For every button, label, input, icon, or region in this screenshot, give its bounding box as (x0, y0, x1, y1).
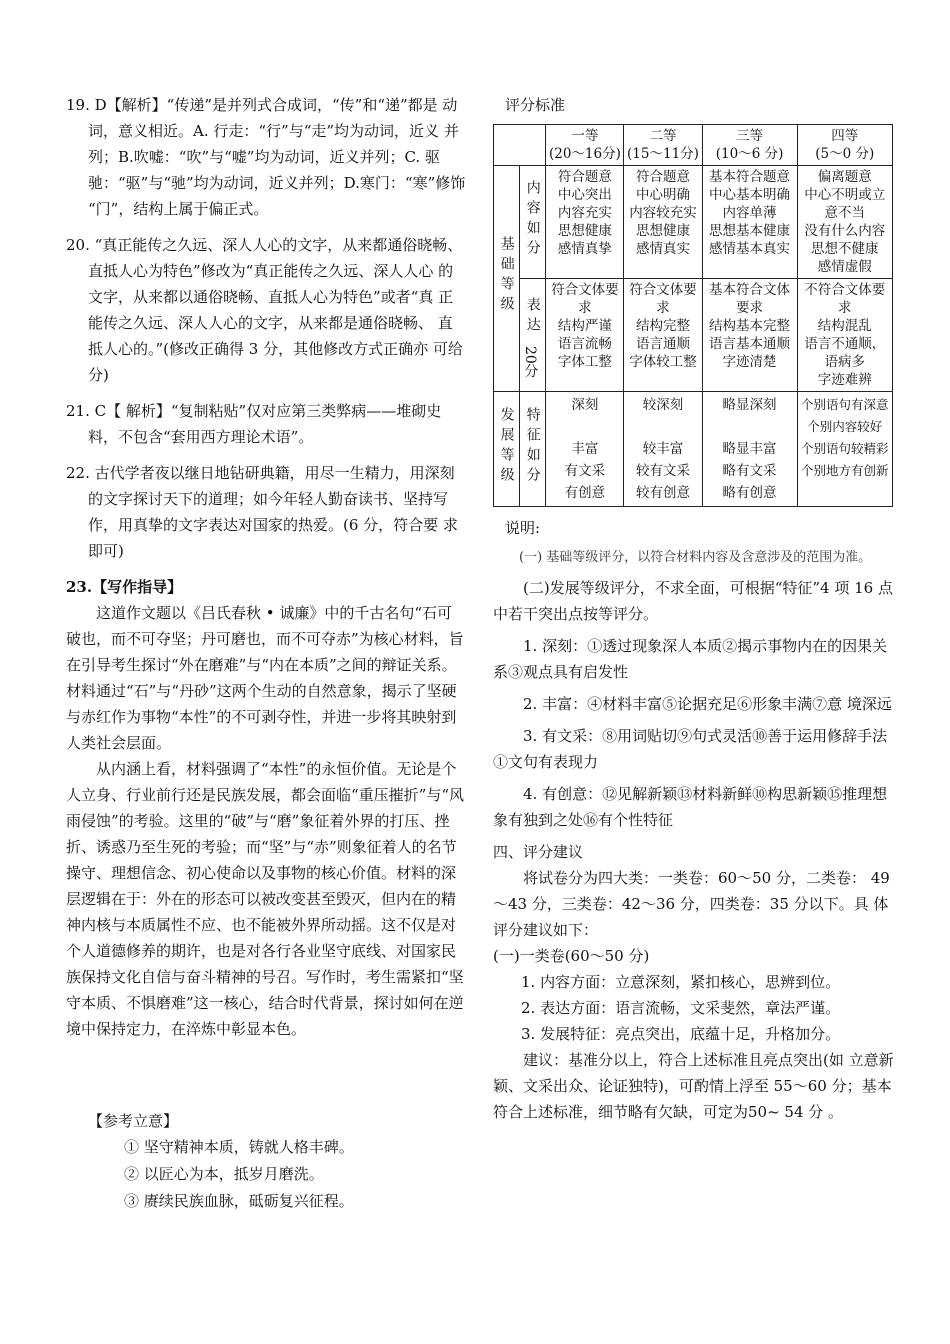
reference-theme-item: ② 以匠心为本，抵岁月磨洗。 (124, 1165, 324, 1183)
section-4-item: 3. 发展特征：亮点突出，底蕴十足，升格加分。 (521, 1025, 841, 1043)
section-4-intro: 将试卷分为四大类：一类卷：60～50 分，二类卷： 49～43 分，三类卷：42～36 分，四类卷：35 分以下。具 体评分建议如下： (493, 869, 890, 939)
feature-grade-2: 较深刻 较丰富 较有文采 较有创意 (624, 392, 702, 507)
section-4-item: 2. 表达方面：语言流畅，文采斐然，章法严谨。 (521, 999, 841, 1017)
section-4-suggestion: 建议：基准分以上，符合上述标准且亮点突出(如 立意新颖、文采出众、论证独特)，可酌情上浮至 55～60 分；基本符合上述标准，细节略有欠缺，可定为50~ 54 分 。 (493, 1051, 894, 1121)
answer-20: 20. “真正能传之久远、深人人心的文字，从来都通俗晓畅、 直抵人心为特色”修改为“真正能传之久远、深人人心 的文字，从来都以通俗晓畅、直抵人心为特色”或者“真 正能传之久远、深人人心的文字，从来都是通俗晓畅、 直抵人心的。”(修改正确得 3 分，其他修改方式正确亦 可给分) (66, 236, 463, 384)
note-creative: 4. 有创意：⑫见解新颖⑬材料新鲜⑩构思新颖⑮推理想象有独到之处⑯有个性特征 (493, 785, 888, 829)
note-rich: 2. 丰富：④材料丰富⑤论据充足⑥形象丰满⑦意 境深远 (523, 695, 892, 713)
development-level-label: 发展等级 (494, 392, 520, 507)
answer-23-title: 23.【写作指导】 (66, 578, 183, 596)
content-label: 内容如分 (520, 166, 546, 279)
note-title: 说明: (505, 519, 541, 537)
note-basic: (一) 基础等级评分，以符合材料内容及含意涉及的范围为准。 (519, 550, 872, 565)
expression-grade-4: 不符合文体要求 结构混乱 语言不通顺， 语病多 字迹难辨 (797, 279, 892, 392)
expression-label: 表达 20分 (520, 279, 546, 392)
reference-theme-item: ③ 赓续民族血脉，砥砺复兴征程。 (124, 1192, 354, 1210)
note-deep: 1. 深刻：①透过现象深人本质②揭示事物内在的因果关系③观点具有启发性 (493, 637, 888, 681)
feature-grade-3: 略显深刻 略显丰富 略有文采 略有创意 (702, 392, 797, 507)
basic-level-label: 基础等级 (494, 166, 520, 392)
section-4-title: 四、评分建议 (493, 843, 584, 861)
note-literary: 3. 有文采：⑧用词贴切⑨句式灵活⑩善于运用修辞手法①文句有表现力 (493, 727, 888, 771)
rubric-header-row (494, 125, 893, 166)
rubric-feature-row (494, 392, 893, 507)
grade-2-header: 二等 (15～11分) (624, 125, 702, 166)
grade-3-header: 三等 (10～6 分) (702, 125, 797, 166)
reference-theme-item: ① 坚守精神本质，铸就人格丰碑。 (124, 1138, 354, 1156)
rubric-expression-row (494, 279, 893, 392)
grade-4-header: 四等 (5～0 分) (797, 125, 892, 166)
writing-guide-paragraph-2: 从内涵上看，材料强调了“本性”的永恒价值。无论是个人立身、行业前行还是民族发展，都会面临“重压摧折”与“风雨侵蚀”的考验。这里的“破”与“磨”象征着外界的打压、挫折、诱惑乃至生死的考验；而“坚”与“赤”则象征着人的名节操守、理想信念、初心使命以及事物的核心价值。材料的深层逻辑在于：外在的形态可以被改变甚至毁灭，但内在的精神内核与本质属性不应、也不能被外界所动摇。这不仅是对个人道德修养的期许，也是对各行各业坚守底线、对国家民族保持文化自信与奋斗精神的号召。写作时，考生需紧扣“坚守本质、不惧磨难”这一核心，结合时代背景，探讨如何在逆境中保持定力，在淬炼中彰显本色。 (66, 760, 465, 1038)
feature-grade-1: 深刻 丰富 有文采 有创意 (546, 392, 624, 507)
reference-theme-title: 【参考立意】 (88, 1112, 179, 1130)
rubric-title: 评分标准 (505, 96, 566, 114)
content-grade-4: 偏离题意 中心不明或立意不当 没有什么内容 思想不健康 感情虚假 (797, 166, 892, 279)
content-grade-3: 基本符合题意 中心基本明确 内容单薄 思想基本健康 感情基本真实 (702, 166, 797, 279)
feature-label: 特征如分 (520, 392, 546, 507)
rubric-content-row (494, 166, 893, 279)
scoring-rubric-table (493, 124, 893, 507)
note-development: (二)发展等级评分，不求全面，可根据“特征”4 项 16 点中若干突出点按等评分。 (493, 579, 893, 623)
section-4-item: 1. 内容方面：立意深刻，紧扣核心，思辨到位。 (521, 973, 841, 991)
left-column (66, 92, 466, 1215)
expression-grade-1: 符合文体要求 结构严谨 语言流畅 字体工整 (546, 279, 624, 392)
answer-21: 21. C【 解析】“复制粘贴”仅对应第三类弊病——堆砌史 料，不包含“套用西方理论术语”。 (66, 402, 442, 446)
writing-guide-paragraph-1: 这道作文题以《吕氏春秋 • 诚廉》中的千古名句“石可破也，而不可夺坚；丹可磨也，而不可夺赤”为核心材料，旨在引导考生探讨“外在磨难”与“内在本质”之间的辩证关系。材料通过“石”与“丹砂”这两个生动的自然意象，揭示了坚硬与赤红作为事物“本性”的不可剥夺性，并进一步将其映射到人类社会层面。 (66, 604, 464, 752)
section-4-subtitle: (一)一类卷(60～50 分) (493, 947, 650, 965)
expression-grade-3: 基本符合文体要求 结构基本完整 语言基本通顺 字迹清楚 (702, 279, 797, 392)
grade-1-header: 一等 (20～16分) (546, 125, 624, 166)
expression-grade-2: 符合文体要求 结构完整 语言通顺 字体较工整 (624, 279, 702, 392)
content-grade-2: 符合题意 中心明确 内容较充实 思想健康 感情真实 (624, 166, 702, 279)
content-grade-1: 符合题意 中心突出 内容充实 思想健康 感情真挚 (546, 166, 624, 279)
answer-22: 22. 古代学者夜以继日地钻研典籍，用尽一生精力，用深刻 的文字探讨天下的道理；如今年轻人勤奋读书、坚持写 作，用真挚的文字表达对国家的热爱。(6 分，符合要 求即可) (66, 464, 458, 560)
answer-19: 19. D【解析】“传递”是并列式合成词，“传”和“递”都是 动词，意义相近。A. 行走：“行”与“走”均为动词，近义 并列；B.吹嘘：“吹”与“嘘”均为动词，近义并列；C. 驱 驰：“驱”与“驰”均为动词，近义并列；D.寒门：“寒”修饰 “门”，结构上属于偏正式。 (66, 96, 466, 218)
feature-grade-4: 个别语句有深意 个别内容较好 个别语句较精彩 个别地方有创新 (797, 392, 892, 507)
right-column (493, 92, 898, 1125)
